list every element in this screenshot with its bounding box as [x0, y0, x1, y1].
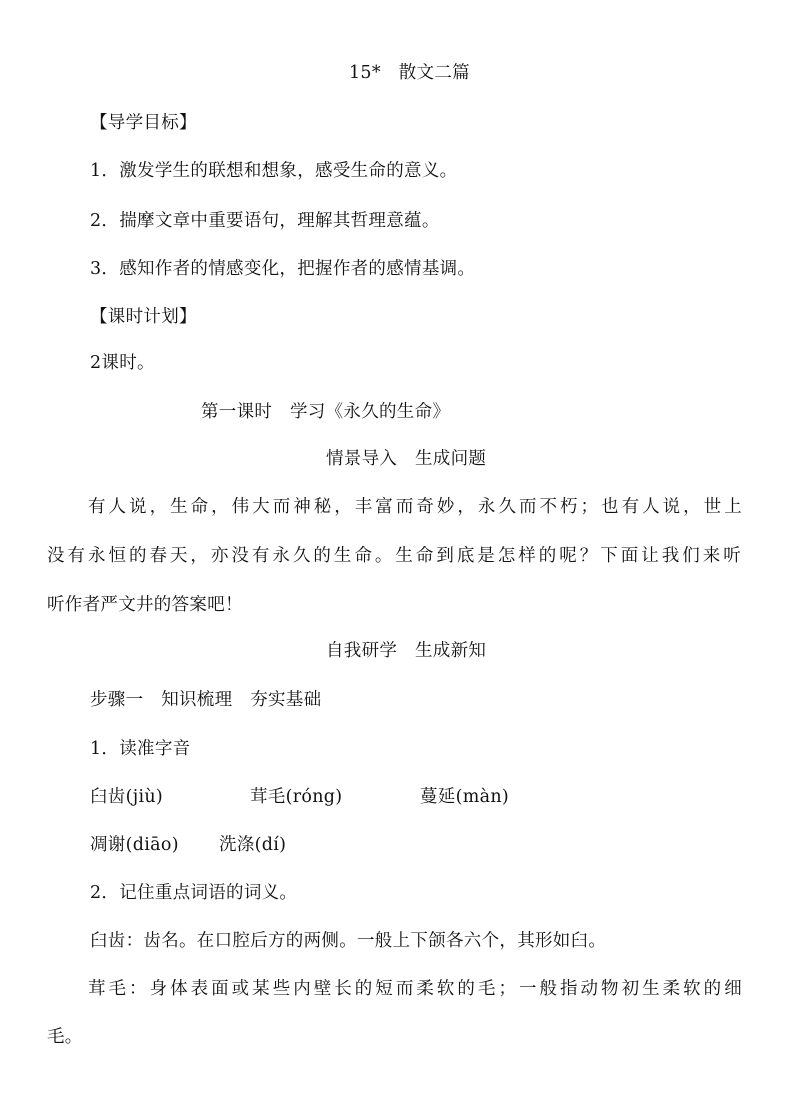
intro-heading: 情景导入 生成问题	[326, 449, 487, 469]
goal-item-3: 3．感知作者的情感变化，把握作者的感情基调。	[90, 259, 476, 279]
intro-paragraph-line-1: 有人说，生命，伟大而神秘，丰富而奇妙，永久而不朽；也有人说，世上	[88, 497, 742, 517]
self-study-heading: 自我研学 生成新知	[326, 641, 487, 661]
pinyin-item-xidi: 洗涤(dí)	[219, 835, 287, 855]
plan-text: 2课时。	[90, 353, 155, 373]
section-plan-heading: 【课时计划】	[90, 307, 197, 327]
goal-item-1: 1．激发学生的联想和想象，感受生命的意义。	[90, 161, 458, 181]
item1-heading: 1．读准字音	[90, 739, 191, 759]
pinyin-item-manyan: 蔓延(màn)	[420, 787, 510, 807]
goal-item-2: 2．揣摩文章中重要语句，理解其哲理意蕴。	[90, 211, 440, 231]
item2-heading: 2．记住重点词语的词义。	[90, 883, 298, 903]
document-title: 15* 散文二篇	[349, 63, 470, 83]
pinyin-item-rongmao: 茸毛(róng)	[250, 787, 343, 807]
section-guide-heading: 【导学目标】	[90, 113, 197, 133]
definition-jiuchi: 臼齿：齿名。在口腔后方的两侧。一般上下颌各六个，其形如臼。	[90, 931, 607, 951]
pinyin-item-jiuchi: 臼齿(jiù)	[90, 787, 164, 807]
pinyin-item-diaoxie: 凋谢(diāo)	[90, 835, 179, 855]
intro-paragraph-line-3: 听作者严文井的答案吧！	[47, 595, 243, 615]
step1-heading: 步骤一 知识梳理 夯实基础	[90, 690, 322, 710]
definition-rongmao-line-2: 毛。	[47, 1027, 83, 1047]
intro-paragraph-line-2: 没有永恒的春天，亦没有永久的生命。生命到底是怎样的呢？下面让我们来听	[47, 546, 741, 566]
lesson1-title: 第一课时 学习《永久的生命》	[201, 402, 451, 422]
definition-rongmao-line-1: 茸毛：身体表面或某些内壁长的短而柔软的毛；一般指动物初生柔软的细	[88, 979, 742, 999]
